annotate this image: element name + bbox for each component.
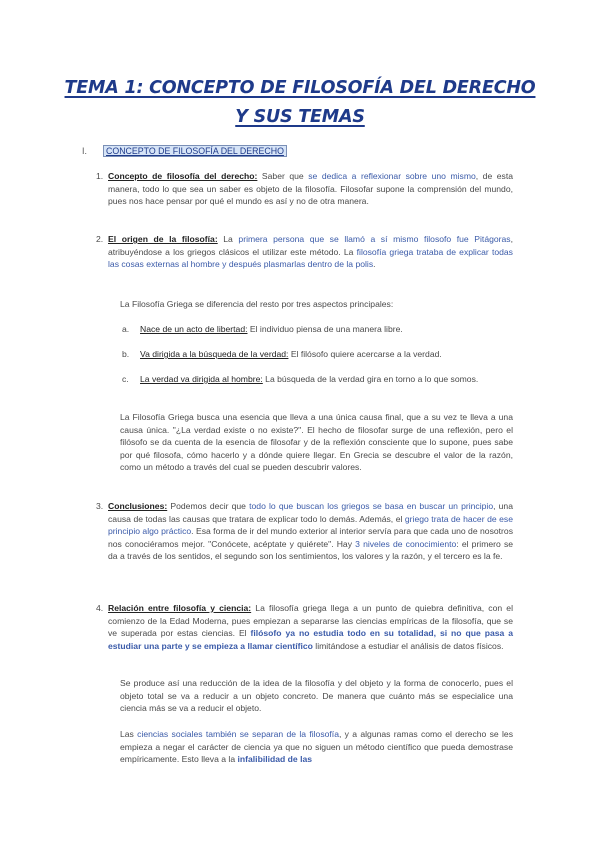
section-title-link[interactable]: CONCEPTO DE FILOSOFÍA DEL DERECHO — [106, 146, 284, 156]
greek-paragraph: La Filosofía Griega busca una esencia que lleva a una única causa final, que a su vez te lleva a una causa única. "¿La verdad existe o no existe?". El hecho de filosofar surge de una reflexión, pero el filósofo se da cuenta de la esencia de filosofar y de la reflexión consciente que lo supone, pues sabe por qué filosofa, cómo hacerlo y a dónde quiere llegar. En Grecia se descubre el valor de la razón, como un método a través del cual se pueden descubrir valores. — [120, 412, 513, 473]
list-item-conclusiones: 3. Conclusiones: Podemos decir que todo lo que buscan los griegos se basa en buscar un principio, una causa de todas las causas que tratara de explicar todo lo demás. Además, el griego trata de hacer de ese principio algo práctico. Esa forma de ir del mundo exterior al interior servía para que cada uno de nosotros nos conociéramos mejor. "Conócete, acéptate y quiérete". Hay 3 niveles de conocimiento: el primero se da a través de los sentidos, el segundo son los sentimientos, los valores y la razón, y el tercero es la fe. — [96, 501, 514, 562]
social-sciences-paragraph: Las ciencias sociales también se separan de la filosofía, y a algunas ramas como el derecho se les empieza a negar el carácter de ciencia ya que no siguen un método científico que pueda demostrase empíricamente. Esto lleva a la infalibilidad de las — [120, 729, 513, 765]
document-page: TEMA 1: CONCEPTO DE FILOSOFÍA DEL DERECHO Y SUS TEMAS I. CONCEPTO DE FILOSOFÍA DEL DERECHO 1. Concepto de filosofía del derecho: Saber que se dedica a reflexionar sobre uno mismo, de esta manera, todo lo que sea un saber es objeto de la filosofía. Filosofar supone la comprensión del mundo, pues nos hace pensar por qué el mundo es así y no de otra manera. 2. El origen de la filosofía: La primera persona que se llamó a sí mismo filosofo fue Pitágoras, atribuyéndose a los griegos clásicos el utilizar este método. La filosofía griega trataba de explicar todas las cosas externas al hombre y después plasmarlas dentro de la polis. La Filosofía Griega se diferencia del resto por tres aspectos principales: a. Nace de un acto de libertad: El individuo piensa de una manera libre. b. Va dirigida a la búsqueda de la verdad: El filósofo quiere acercarse a la verdad. c. La verdad va dirigida al hombre: La búsqueda de la verdad gira en torno a lo que somos. La Filosofía Griega busca una esencia que lleva a una única causa final, que a su vez te lleva a una causa única. "¿La verdad existe o no existe?". El hecho de filosofar surge de una reflexión, pero el filósofo se da cuenta de la esencia de filosofar y de la reflexión consciente que lo supone, pues sabe por qué filosofa, cómo hacerlo y a dónde quiere llegar. En Grecia se descubre el valor de la razón, como un método a través del cual se pueden descubrir valores. 3. Conclusiones: Podemos decir que todo lo que buscan los griegos se basa en buscar un principio, una causa de todas las causas que tratara de explicar todo lo demás. Además, el griego trata de hacer de ese principio algo práctico. Esa forma de ir del mundo exterior al interior servía para que cada uno de nosotros nos conociéramos mejor. "Conócete, acéptate y quiérete". Hay 3 niveles de conocimiento: el primero se da a través de los sentidos, el segundo son los sentimientos, los valores y la razón, y el tercero es la fe. 4. Relación entre filosofía y ciencia: La filosofía griega llega a un punto de quiebra definitiva, con el comienzo de la Edad Moderna, pues empiezan a separarse las ciencias empíricas de la filosofía, que se ve superada por estas ciencias. El filósofo ya no estudia todo en su totalidad, si no que pasa a estudiar una parte y se empieza a llamar científico limitándose a estudiar el análisis de datos físicos. Se produce así una reducción de la idea de la filosofía y del objeto y la forma de conocerlo, pues el objeto total se va a reducir a un objeto concreto. De manera que cuánto más se especialice una ciencia más se va a reducir el objeto. Las ciencias sociales también se separan de la filosofía, y a algunas ramas como el derecho se les empieza a negar el carácter de ciencia ya que no siguen un método científico que pueda demostrase empíricamente. Esto lleva a la infalibilidad de las — [0, 0, 599, 848]
list-item-origen: 2. El origen de la filosofía: La primera persona que se llamó a sí mismo filosofo fue Pitágoras, atribuyéndose a los griegos clásicos el utilizar este método. La filosofía griega trataba de explicar todas las cosas externas al hombre y después plasmarlas dentro de la polis. — [96, 234, 513, 270]
list-item-concepto: 1. Concepto de filosofía del derecho: Saber que se dedica a reflexionar sobre uno mismo, de esta manera, todo lo que sea un saber es objeto de la filosofía. Filosofar supone la comprensión del mundo, pues nos hace pensar por qué el mundo es así y no de otra manera. — [96, 171, 514, 207]
list-item-relacion: 4. Relación entre filosofía y ciencia: La filosofía griega llega a un punto de quiebra definitiva, con el comienzo de la Edad Moderna, pues empiezan a separarse las ciencias empíricas de la filosofía, que se ve superada por estas ciencias. El filósofo ya no estudia todo en su totalidad, si no que pasa a estudiar una parte y se empieza a llamar científico limitándose a estudiar el análisis de datos físicos. — [96, 603, 513, 651]
section-number: I. — [82, 146, 87, 156]
document-title: TEMA 1: CONCEPTO DE FILOSOFÍA DEL DERECHO Y SUS TEMAS — [64, 78, 536, 127]
greek-intro: La Filosofía Griega se diferencia del resto por tres aspectos principales: — [120, 299, 394, 309]
reduction-paragraph: Se produce así una reducción de la idea de la filosofía y del objeto y la forma de conocerlo, pues el objeto total se va a reducir a un objeto concreto. De manera que cuánto más se especialice una ciencia más se va a reducir el objeto. — [120, 678, 513, 714]
